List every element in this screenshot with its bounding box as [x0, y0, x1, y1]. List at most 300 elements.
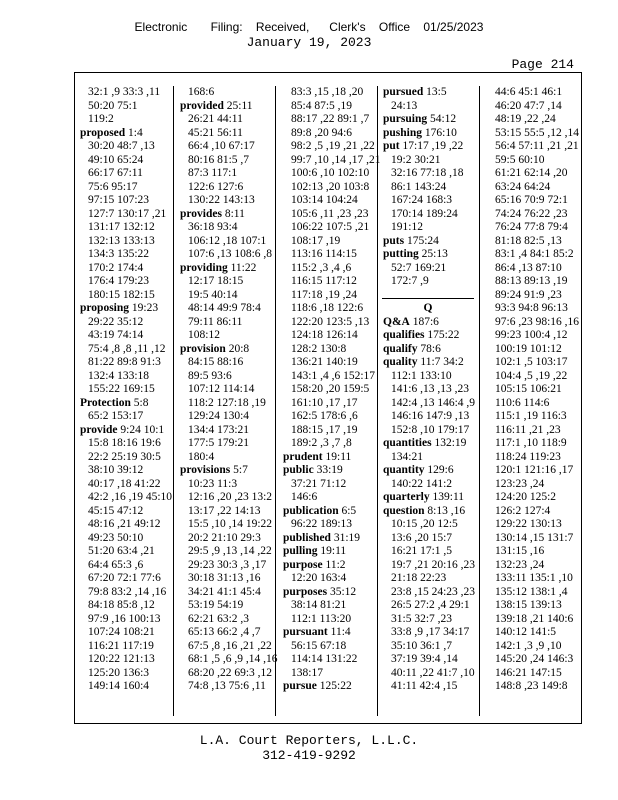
index-continuation: 48:14 49:9 78:4	[188, 302, 261, 314]
page-line-refs: 25:13	[418, 248, 448, 260]
index-entry	[80, 302, 172, 316]
page-line-refs: 13:5	[423, 86, 447, 98]
index-entry	[283, 586, 380, 600]
index-entry	[383, 248, 473, 262]
index-term: providing	[180, 261, 228, 274]
index-entry	[80, 397, 172, 411]
index-continuation: 142:4 ,13 146:4 ,9	[391, 396, 476, 409]
index-term: provide	[80, 423, 118, 436]
index-continuation: 97:6 ,23 98:16 ,16	[495, 315, 580, 328]
index-continuation: 22:2 25:19 30:5	[88, 450, 161, 463]
index-continuation: 10:15 ,20 12:5	[391, 518, 458, 530]
index-continuation: 21:18 22:23	[391, 572, 447, 584]
index-continuation: 141:6 ,13 ,13 ,23	[391, 383, 469, 395]
index-continuation: 189:2 ,3 ,7 ,8	[291, 437, 352, 449]
index-continuation: 115:1 ,19 116:3	[495, 410, 567, 422]
index-continuation: 59:5 60:10	[495, 153, 545, 166]
page-line-refs: 5:7	[230, 464, 248, 476]
index-continuation: 105:15 106:21	[495, 383, 562, 395]
index-term: quality	[383, 356, 418, 368]
column-separator	[173, 86, 174, 716]
index-continuation: 113:16 114:15	[291, 248, 357, 260]
index-continuation: 41:11 42:4 ,15	[391, 680, 458, 692]
index-continuation: 64:4 65:3 ,6	[88, 558, 144, 571]
court-reporter-phone: 312-419-9292	[262, 748, 356, 763]
index-term: pursuing	[383, 113, 428, 125]
index-continuation: 146:6	[291, 491, 318, 503]
index-term: pushing	[383, 126, 423, 139]
index-continuation: 34:21 41:1 45:4	[188, 585, 261, 598]
index-continuation: 134:3 135:22	[88, 248, 150, 260]
index-continuation: 100:6 ,10 102:10	[291, 167, 370, 179]
index-continuation: 84:15 88:16	[188, 356, 244, 368]
index-entry	[180, 343, 277, 357]
index-term: purpose	[283, 558, 323, 571]
index-continuation: 115:2 ,3 ,4 ,6	[291, 261, 352, 274]
index-continuation: 13:17 ,22 14:13	[188, 504, 261, 517]
page-line-refs: 19:11	[322, 450, 352, 463]
index-continuation: 65:2 153:17	[88, 410, 144, 422]
column-separator	[479, 86, 480, 716]
index-continuation: 124:18 126:14	[291, 329, 358, 341]
index-continuation: 105:6 ,11 ,23 ,23	[291, 207, 369, 220]
index-entry	[383, 343, 473, 357]
index-term: pursue	[283, 680, 317, 692]
index-continuation: 49:23 50:10	[88, 531, 144, 544]
index-continuation: 45:21 56:11	[188, 126, 243, 139]
page-line-refs: 175:22	[424, 329, 460, 341]
index-continuation: 33:8 ,9 ,17 34:17	[391, 626, 470, 638]
index-continuation: 79:8 83:2 ,14 ,16	[88, 585, 167, 598]
index-continuation: 96:22 189:13	[291, 518, 353, 530]
index-term: pulling	[283, 545, 318, 557]
index-continuation: 177:5 179:21	[188, 437, 250, 449]
index-continuation: 19:7 ,21 20:16 ,23	[391, 558, 476, 571]
index-continuation: 112:1 113:20	[291, 612, 352, 625]
index-entry	[283, 559, 380, 573]
index-continuation: 138:15 139:13	[495, 599, 562, 611]
index-continuation: 68:1 ,5 ,6 ,9 ,14 ,16	[188, 653, 278, 665]
index-entry	[80, 127, 172, 141]
index-continuation: 112:1 133:10	[391, 369, 452, 382]
index-entry	[383, 329, 473, 343]
index-continuation: 117:1 ,10 118:9	[495, 437, 567, 449]
index-continuation: 129:22 130:13	[495, 518, 562, 530]
index-continuation: 16:21 17:1 ,5	[391, 545, 453, 557]
index-continuation: 104:4 ,5 ,19 ,22	[495, 369, 568, 382]
index-continuation: 170:2 174:4	[88, 261, 144, 274]
page-line-refs: 31:19	[330, 531, 361, 544]
index-column-5	[487, 86, 579, 694]
index-entry	[383, 437, 473, 451]
index-continuation: 81:22 89:8 91:3	[88, 356, 161, 368]
index-continuation: 13:6 ,20 15:7	[391, 531, 453, 544]
index-entry	[383, 86, 473, 100]
index-continuation: 31:5 32:7 ,23	[391, 612, 453, 625]
index-continuation: 122:6 127:6	[188, 180, 244, 193]
index-continuation: 123:23 ,24	[495, 477, 545, 490]
index-continuation: 85:4 87:5 ,19	[291, 99, 353, 112]
index-entry	[283, 532, 380, 546]
index-term: quarterly	[383, 491, 430, 503]
index-continuation: 99:23 100:4 ,12	[495, 329, 568, 341]
index-term: provides	[180, 207, 222, 220]
index-continuation: 67:5 ,8 ,16 ,21 ,22	[188, 639, 272, 652]
index-continuation: 172:7 ,9	[391, 275, 429, 287]
index-continuation: 118:6 ,18 122:6	[291, 302, 364, 314]
page-line-refs: 187:6	[409, 315, 439, 328]
index-continuation: 98:2 ,5 ,19 ,21 ,22	[291, 140, 375, 152]
index-continuation: 76:24 77:8 79:4	[495, 221, 568, 233]
index-continuation: 135:12 138:1 ,4	[495, 585, 568, 598]
index-continuation: 100:19 101:12	[495, 342, 562, 355]
index-continuation: 12:20 163:4	[291, 572, 347, 584]
index-continuation: 97:15 107:23	[88, 194, 150, 206]
index-continuation: 50:20 75:1	[88, 99, 138, 112]
index-continuation: 148:8 ,23 149:8	[495, 680, 568, 692]
index-continuation: 46:20 47:7 ,14	[495, 99, 562, 112]
index-continuation: 30:20 48:7 ,13	[88, 140, 155, 152]
index-continuation: 15:8 18:16 19:6	[88, 437, 161, 449]
index-entry	[80, 424, 172, 438]
index-continuation: 56:4 57:11 ,21 ,21	[495, 140, 579, 152]
index-column-2	[180, 86, 277, 694]
index-term: Q&A	[383, 315, 410, 328]
index-continuation: 107:6 ,13 108:6 ,8	[188, 248, 273, 260]
index-continuation: 131:15 ,16	[495, 545, 545, 557]
page-line-refs: 5:8	[130, 396, 149, 409]
page-line-refs: 25:11	[223, 99, 253, 112]
index-continuation: 37:19 39:4 ,14	[391, 653, 458, 665]
index-continuation: 20:2 21:10 29:3	[188, 531, 261, 544]
index-term: quantity	[383, 464, 425, 476]
index-continuation: 191:12	[391, 221, 423, 233]
index-entry	[180, 464, 277, 478]
index-entry	[283, 505, 380, 519]
page-line-refs: 1:4	[125, 126, 143, 139]
index-continuation: 127:7 130:17 ,21	[88, 207, 167, 220]
page-line-refs: 19:11	[317, 545, 347, 557]
index-continuation: 12:16 ,20 ,23 13:2	[188, 491, 273, 503]
index-continuation: 83:3 ,15 ,18 ,20	[291, 86, 364, 98]
index-entry	[283, 680, 380, 694]
index-term: pursued	[383, 86, 424, 98]
index-continuation: 53:15 55:5 ,12 ,14	[495, 126, 580, 139]
index-continuation: 10:23 11:3	[188, 477, 238, 490]
page-line-refs: 11:4	[327, 626, 351, 638]
index-continuation: 167:24 168:3	[391, 194, 453, 206]
index-continuation: 40:17 ,18 41:22	[88, 477, 161, 490]
index-continuation: 110:6 114:6	[495, 396, 550, 409]
index-continuation: 116:15 117:12	[291, 275, 357, 287]
index-continuation: 48:19 ,22 ,24	[495, 113, 556, 125]
page-line-refs: 139:11	[429, 491, 465, 503]
index-continuation: 129:24 130:4	[188, 410, 250, 422]
index-continuation: 107:24 108:21	[88, 626, 155, 638]
index-continuation: 106:12 ,18 107:1	[188, 234, 267, 247]
index-continuation: 19:5 40:14	[188, 288, 238, 301]
index-continuation: 48:16 ,21 49:12	[88, 518, 161, 530]
page-line-refs: 129:6	[424, 464, 454, 476]
index-continuation: 120:22 121:13	[88, 653, 155, 665]
letter-section-heading: Q	[423, 302, 433, 314]
page-line-refs: 17:17 ,19 ,22	[399, 140, 464, 152]
index-entry	[383, 316, 473, 330]
hearing-date: January 19, 2023	[246, 35, 372, 50]
page-line-refs: 8:13 ,16	[424, 504, 466, 517]
index-continuation: 12:17 18:15	[188, 275, 244, 287]
page-line-refs: 11:7 34:2	[417, 356, 464, 368]
page-line-refs: 35:12	[327, 585, 357, 598]
index-continuation: 114:14 131:22	[291, 653, 358, 665]
page-line-refs: 175:24	[404, 234, 439, 247]
index-continuation: 38:10 39:12	[88, 464, 144, 476]
index-continuation: 118:24 119:23	[495, 450, 561, 463]
index-continuation: 89:5 93:6	[188, 369, 232, 382]
index-continuation: 124:20 125:2	[495, 491, 557, 503]
index-continuation: 116:11 ,21 ,23	[495, 423, 561, 436]
index-entry	[383, 356, 473, 370]
index-continuation: 86:1 143:24	[391, 180, 447, 193]
index-term: qualifies	[383, 329, 425, 341]
index-continuation: 84:18 85:8 ,12	[88, 599, 155, 611]
index-continuation: 43:19 74:14	[88, 329, 144, 341]
index-continuation: 32:16 77:18 ,18	[391, 167, 464, 179]
index-continuation: 53:19 54:19	[188, 599, 244, 611]
index-term: Protection	[80, 396, 131, 409]
index-entry	[383, 464, 473, 478]
page-line-refs: 125:22	[316, 680, 352, 692]
index-entry	[283, 451, 380, 465]
index-continuation: 86:4 ,13 87:10	[495, 261, 562, 274]
index-continuation: 145:20 ,24 146:3	[495, 653, 574, 665]
index-term: proposing	[80, 302, 130, 314]
index-continuation: 158:20 ,20 159:5	[291, 383, 370, 395]
index-column-1	[80, 86, 172, 694]
index-continuation: 103:14 104:24	[291, 194, 358, 206]
index-continuation: 132:13 133:13	[88, 234, 155, 247]
index-term: provided	[180, 99, 224, 112]
index-continuation: 130:14 ,15 131:7	[495, 531, 574, 544]
index-continuation: 126:2 127:4	[495, 504, 551, 517]
index-continuation: 65:13 66:2 ,4 ,7	[188, 626, 261, 638]
index-continuation: 168:6	[188, 86, 215, 98]
page-line-refs: 33:19	[313, 464, 343, 476]
page-line-refs: 6:5	[338, 504, 357, 517]
letter-section-rule	[382, 298, 474, 299]
page-line-refs: 176:10	[422, 126, 457, 139]
index-entry	[383, 491, 473, 505]
index-term: putting	[383, 248, 419, 260]
index-continuation: 79:11 86:11	[188, 315, 243, 328]
index-continuation: 83:1 ,4 84:1 85:2	[495, 248, 574, 260]
index-continuation: 134:21	[391, 450, 423, 463]
index-continuation: 152:8 ,10 179:17	[391, 423, 470, 436]
index-continuation: 176:4 179:23	[88, 275, 150, 287]
index-continuation: 120:1 121:16 ,17	[495, 464, 574, 476]
index-continuation: 125:20 136:3	[88, 666, 150, 679]
index-entry	[383, 235, 473, 249]
index-continuation: 32:1 ,9 33:3 ,11	[88, 86, 161, 98]
index-continuation: 75:6 95:17	[88, 180, 138, 193]
index-continuation: 89:8 ,20 94:6	[291, 126, 353, 139]
index-continuation: 116:21 117:19	[88, 639, 154, 652]
page-line-refs: 54:12	[427, 113, 457, 125]
index-entry	[283, 464, 380, 478]
index-continuation: 29:5 ,9 ,13 ,14 ,22	[188, 545, 272, 557]
index-entry	[383, 505, 473, 519]
index-continuation: 180:4	[188, 450, 215, 463]
index-continuation: 51:20 63:4 ,21	[88, 545, 155, 557]
index-continuation: 35:10 36:1 ,7	[391, 639, 453, 652]
index-entry	[283, 626, 380, 640]
index-continuation: 75:4 ,8 ,8 ,11 ,12	[88, 342, 166, 355]
index-continuation: 88:17 ,22 89:1 ,7	[291, 113, 370, 125]
index-continuation: 63:24 64:24	[495, 180, 551, 193]
index-continuation: 132:4 133:18	[88, 369, 150, 382]
index-entry	[180, 208, 277, 222]
index-continuation: 36:18 93:4	[188, 221, 238, 233]
index-term: public	[283, 464, 314, 476]
index-continuation: 108:17 ,19	[291, 234, 341, 247]
index-entry	[383, 140, 473, 154]
index-continuation: 139:18 ,21 140:6	[495, 612, 574, 625]
index-continuation: 128:2 130:8	[291, 342, 347, 355]
index-continuation: 93:3 94:8 96:13	[495, 302, 568, 314]
index-continuation: 68:20 ,22 69:3 ,12	[188, 666, 273, 679]
page-line-refs: 8:11	[221, 207, 245, 220]
index-continuation: 74:24 76:22 ,23	[495, 207, 568, 220]
index-continuation: 67:20 72:1 77:6	[88, 572, 161, 584]
index-term: puts	[383, 234, 405, 247]
index-continuation: 26:5 27:2 ,4 29:1	[391, 599, 470, 611]
filing-header: Electronic Filing: Received, Clerk's Office 01/25/2023	[134, 20, 484, 34]
index-continuation: 56:15 67:18	[291, 639, 347, 652]
index-continuation: 136:21 140:19	[291, 356, 358, 368]
index-continuation: 29:22 35:12	[88, 315, 144, 328]
index-continuation: 188:15 ,17 ,19	[291, 423, 358, 436]
index-continuation: 49:10 65:24	[88, 153, 144, 166]
index-continuation: 155:22 169:15	[88, 383, 155, 395]
index-term: quantities	[383, 437, 432, 449]
index-continuation: 132:23 ,24	[495, 558, 545, 571]
index-continuation: 134:4 173:21	[188, 423, 250, 436]
page-line-refs: 78:6	[417, 342, 441, 355]
index-entry	[180, 100, 277, 114]
index-continuation: 107:12 114:14	[188, 383, 255, 395]
index-entry	[383, 113, 473, 127]
index-continuation: 62:21 63:2 ,3	[188, 612, 250, 625]
index-entry	[180, 262, 277, 276]
index-continuation: 29:23 30:3 ,3 ,17	[188, 558, 267, 571]
index-continuation: 81:18 82:5 ,13	[495, 234, 562, 247]
index-term: purposes	[283, 585, 328, 598]
index-entry	[383, 127, 473, 141]
page-line-refs: 11:2	[322, 558, 346, 571]
index-continuation: 40:11 ,22 41:7 ,10	[391, 666, 475, 679]
index-term: qualify	[383, 342, 418, 355]
index-term: published	[283, 531, 331, 544]
index-continuation: 140:12 141:5	[495, 626, 557, 638]
index-continuation: 15:5 ,10 ,14 19:22	[188, 518, 273, 530]
index-continuation: 99:7 ,10 ,14 ,17 ,21	[291, 153, 381, 166]
index-continuation: 146:16 147:9 ,13	[391, 410, 470, 422]
index-continuation: 102:1 ,5 103:17	[495, 356, 568, 368]
index-continuation: 118:2 127:18 ,19	[188, 396, 266, 409]
index-continuation: 23:8 ,15 24:23 ,23	[391, 585, 476, 598]
index-continuation: 37:21 71:12	[291, 477, 347, 490]
index-continuation: 42:2 ,16 ,19 45:10	[88, 491, 173, 503]
index-continuation: 80:16 81:5 ,7	[188, 153, 250, 166]
index-continuation: 97:9 ,16 100:13	[88, 612, 161, 625]
index-term: put	[383, 140, 400, 152]
court-reporter-name: L.A. Court Reporters, L.L.C.	[199, 733, 419, 748]
index-continuation	[383, 289, 473, 303]
index-continuation: 65:16 70:9 72:1	[495, 194, 568, 206]
index-column-4	[383, 86, 476, 694]
index-continuation: 162:5 178:6 ,6	[291, 410, 358, 422]
index-continuation: 180:15 182:15	[88, 288, 155, 301]
index-continuation: 74:8 ,13 75:6 ,11	[188, 680, 266, 692]
index-column-3	[283, 86, 380, 694]
index-continuation: 19:2 30:21	[391, 153, 441, 166]
index-term: pursuant	[283, 626, 328, 638]
index-continuation: 130:22 143:13	[188, 194, 255, 206]
index-continuation: 52:7 169:21	[391, 261, 447, 274]
page-line-refs: 20:8	[225, 342, 250, 355]
index-continuation: 131:17 132:12	[88, 221, 155, 233]
index-term: provisions	[180, 464, 231, 476]
index-continuation: 140:22 141:2	[391, 477, 453, 490]
page-line-refs: 9:24 10:1	[117, 423, 165, 436]
index-continuation: 117:18 ,19 ,24	[291, 288, 358, 301]
index-continuation: 102:13 ,20 103:8	[291, 180, 370, 193]
index-continuation: 146:21 147:15	[495, 666, 562, 679]
index-term: prudent	[283, 450, 323, 463]
index-continuation: 87:3 117:1	[188, 167, 238, 179]
index-continuation: 161:10 ,17 ,17	[291, 396, 358, 409]
index-continuation: 138:17	[291, 666, 323, 679]
page-number: Page 214	[511, 57, 574, 72]
index-continuation: 143:1 ,4 ,6 152:17	[291, 369, 376, 382]
index-continuation: 66:17 67:11	[88, 167, 143, 179]
index-continuation: 133:11 135:1 ,10	[495, 572, 573, 584]
index-continuation: 66:4 ,10 67:17	[188, 140, 255, 152]
index-term: publication	[283, 504, 339, 517]
index-term: provision	[180, 342, 226, 355]
footer	[0, 733, 618, 763]
index-continuation: 108:12	[188, 329, 220, 341]
index-continuation: 45:15 47:12	[88, 504, 144, 517]
index-continuation: 170:14 189:24	[391, 207, 458, 220]
page-line-refs: 11:22	[227, 261, 257, 274]
index-entry	[283, 545, 380, 559]
page-line-refs: 132:19	[431, 437, 467, 449]
index-continuation: 142:1 ,3 ,9 ,10	[495, 639, 562, 652]
index-continuation: 44:6 45:1 46:1	[495, 86, 563, 98]
index-continuation: 89:24 91:9 ,23	[495, 288, 562, 301]
index-continuation: 61:21 62:14 ,20	[495, 167, 568, 179]
index-continuation: 30:18 31:13 ,16	[188, 572, 261, 584]
index-continuation: 149:14 160:4	[88, 680, 150, 692]
index-term: proposed	[80, 126, 126, 139]
index-continuation: 119:2	[88, 113, 114, 125]
index-continuation: 106:22 107:5 ,21	[291, 221, 370, 233]
index-term: question	[383, 504, 425, 517]
page-line-refs: 19:23	[129, 302, 159, 314]
index-continuation: 38:14 81:21	[291, 599, 347, 611]
index-continuation: 24:13	[391, 99, 418, 112]
